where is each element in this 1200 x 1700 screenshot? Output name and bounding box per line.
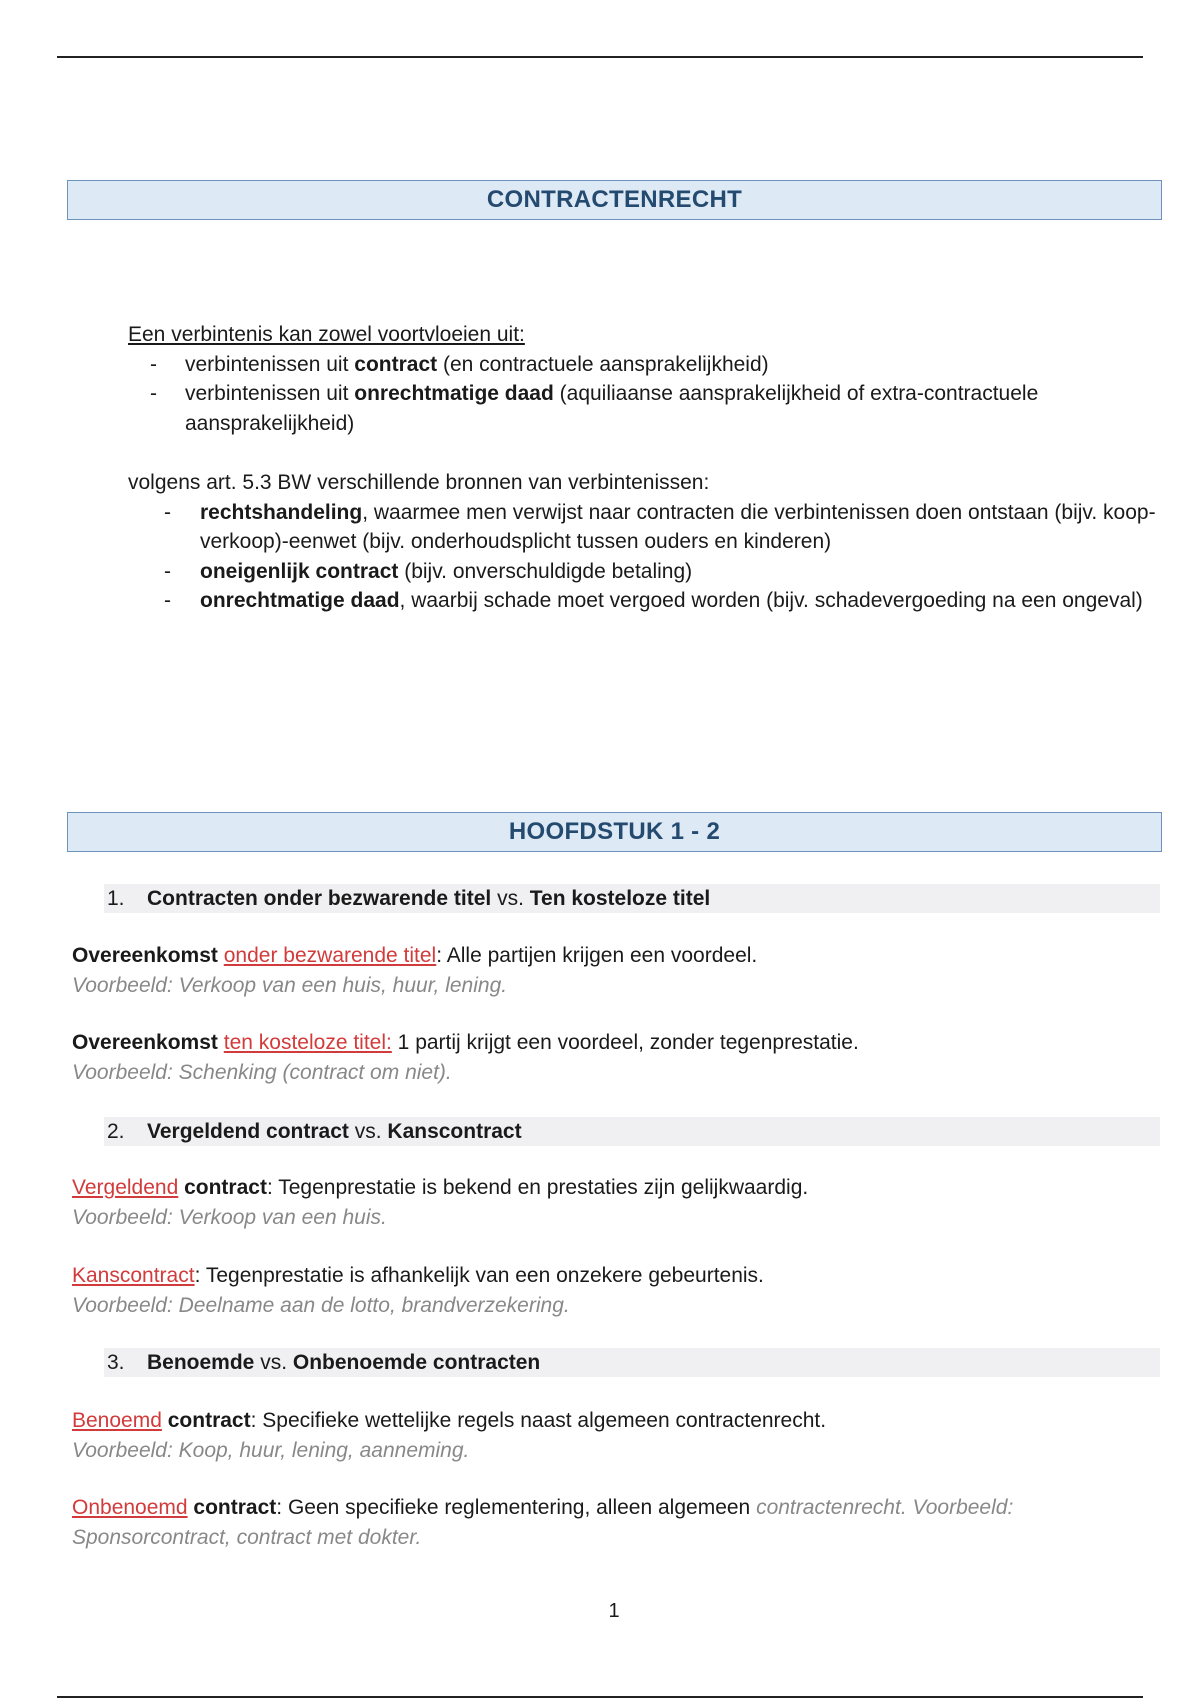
- page-number: 1: [608, 1600, 620, 1622]
- example-text: Voorbeeld: Verkoop van een huis.: [72, 1205, 387, 1229]
- example-text: Voorbeeld: Verkoop van een huis, huur, lening.: [72, 973, 508, 997]
- definition-entry: Onbenoemd contract: Geen specifieke reglementering, alleen algemeen contractenrecht. Voorbeeld: Sponsorcontract, contract met dokter.: [72, 1496, 1014, 1549]
- section-heading-1: 1. Contracten onder bezwarende titel vs. Ten kosteloze titel: [104, 884, 1160, 913]
- example-text: Voorbeeld: Schenking (contract om niet).: [72, 1060, 452, 1084]
- list-item: - rechtshandeling, waarmee men verwijst naar contracten die verbintenissen doen ontstaan (bijv. koop-verkoop)-eenwet (bijv. onderhoudsplicht tussen ouders en kinderen): [128, 498, 1158, 557]
- sources-block: [128, 468, 1158, 616]
- list-item: - verbintenissen uit onrechtmatige daad (aquiliaanse aansprakelijkheid of extra-contractuele aansprakelijkheid): [128, 379, 1158, 438]
- example-text: contractenrecht. Voorbeeld: Sponsorcontract, contract met dokter.: [72, 1496, 1014, 1549]
- list-item: - oneigenlijk contract (bijv. onverschuldigde betaling): [128, 557, 1158, 587]
- section-heading-2: 2. Vergeldend contract vs. Kanscontract: [104, 1117, 1160, 1146]
- intro-heading: Een verbintenis kan zowel voortvloeien uit:: [128, 323, 525, 346]
- top-rule: [57, 56, 1143, 58]
- definition-entry: Kanscontract: Tegenprestatie is afhankelijk van een onzekere gebeurtenis. Voorbeeld: Deelname aan de lotto, brandverzekering.: [72, 1261, 1162, 1320]
- definition-entry: Overeenkomst onder bezwarende titel: Alle partijen krijgen een voordeel. Voorbeeld: Verkoop van een huis, huur, lening.: [72, 941, 1162, 1000]
- list-item: - verbintenissen uit contract (en contractuele aansprakelijkheid): [128, 350, 1158, 380]
- section-heading-3: 3. Benoemde vs. Onbenoemde contracten: [104, 1348, 1160, 1377]
- sources-heading: volgens art. 5.3 BW verschillende bronnen van verbintenissen:: [128, 471, 710, 494]
- intro-block: [128, 320, 1158, 438]
- list-item: - onrechtmatige daad, waarbij schade moet vergoed worden (bijv. schadevergoeding na een ongeval): [128, 586, 1158, 616]
- definition-entry: Vergeldend contract: Tegenprestatie is bekend en prestaties zijn gelijkwaardig. Voorbeeld: Verkoop van een huis.: [72, 1173, 1162, 1232]
- bottom-rule: [57, 1696, 1143, 1698]
- definition-entry: Benoemd contract: Specifieke wettelijke regels naast algemeen contractenrecht. Voorbeeld: Koop, huur, lening, aanneming.: [72, 1406, 1162, 1465]
- intro-list: [128, 350, 1158, 439]
- example-text: Voorbeeld: Deelname aan de lotto, brandverzekering.: [72, 1293, 570, 1317]
- definition-entry: Overeenkomst ten kosteloze titel: 1 partij krijgt een voordeel, zonder tegenprestatie. Voorbeeld: Schenking (contract om niet).: [72, 1028, 1162, 1087]
- chapter-title: HOOFDSTUK 1 - 2: [67, 812, 1162, 852]
- sources-list: [128, 498, 1158, 616]
- document-title: CONTRACTENRECHT: [67, 180, 1162, 220]
- example-text: Voorbeeld: Koop, huur, lening, aanneming.: [72, 1438, 470, 1462]
